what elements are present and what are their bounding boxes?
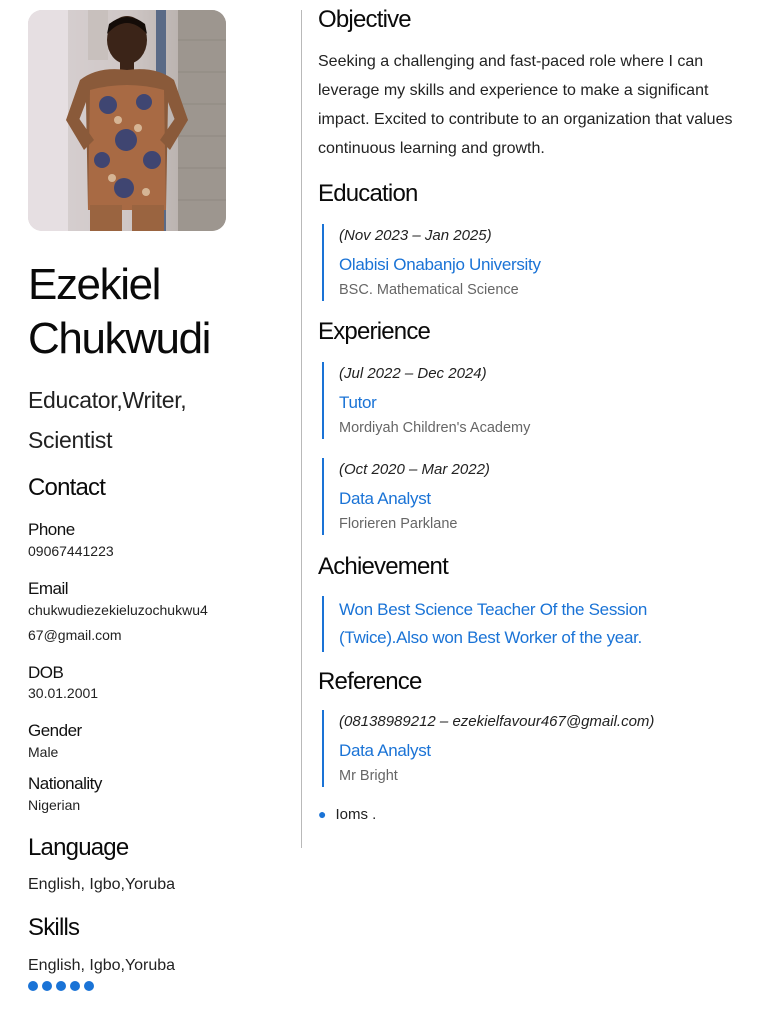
- gender-value: Male: [28, 744, 59, 760]
- skill-level-dot: [70, 981, 80, 991]
- title-line-1: Educator,Writer,: [28, 387, 187, 413]
- experience-heading: Experience: [318, 318, 431, 345]
- reference-bullet-item: [318, 806, 376, 823]
- objective-text: Seeking a challenging and fast-paced role where I can leverage my skills and experience to make a significant impact. Excited to contribute to an organization that values continuous learning and growth.: [318, 53, 733, 157]
- skills-heading: Skills: [28, 914, 80, 941]
- reference-name: Mr Bright: [339, 768, 398, 784]
- language-value: English, Igbo,Yoruba: [28, 876, 176, 893]
- experience-date: (Jul 2022 – Dec 2024): [339, 365, 487, 382]
- education-heading: Education: [318, 180, 418, 207]
- person-photo-image: [28, 10, 226, 231]
- bullet-dot-icon: ●: [318, 806, 327, 822]
- experience-entry: [322, 362, 530, 439]
- experience-entry: [322, 458, 490, 535]
- title-line-2: Scientist: [28, 427, 113, 453]
- skill-level-dot: [42, 981, 52, 991]
- experience-company: Mordiyah Children's Academy: [339, 420, 531, 436]
- achievement-line-1: Won Best Science Teacher Of the Session: [339, 600, 648, 619]
- bullet-text: Ioms .: [335, 806, 377, 823]
- nationality-label: Nationality: [28, 774, 102, 793]
- experience-role: Tutor: [339, 393, 377, 412]
- profile-photo: [28, 10, 226, 231]
- reference-entry: [322, 710, 654, 787]
- education-degree: BSC. Mathematical Science: [339, 282, 519, 298]
- skill-level-dot: [56, 981, 66, 991]
- reference-contact: (08138989212 – ezekielfavour467@gmail.com): [339, 713, 655, 730]
- email-line-2: 67@gmail.com: [28, 627, 122, 643]
- achievement-heading: Achievement: [318, 553, 448, 580]
- dob-label: DOB: [28, 663, 64, 682]
- email-value: [28, 598, 248, 648]
- skill-level-dot: [84, 981, 94, 991]
- column-divider: [301, 10, 302, 848]
- name-line-2: Chukwudi: [28, 314, 211, 363]
- email-line-1: chukwudiezekieluzochukwu4: [28, 602, 208, 618]
- phone-label: Phone: [28, 520, 75, 539]
- person-name: [28, 258, 278, 366]
- nationality-value: Nigerian: [28, 797, 81, 813]
- objective-heading: Objective: [318, 6, 411, 33]
- experience-role: Data Analyst: [339, 489, 431, 508]
- reference-heading: Reference: [318, 668, 422, 695]
- skills-value: English, Igbo,Yoruba: [28, 957, 176, 974]
- language-heading: Language: [28, 834, 129, 861]
- name-line-1: Ezekiel: [28, 260, 161, 309]
- skill-level-dots: [28, 981, 94, 991]
- person-title: [28, 380, 278, 460]
- experience-date: (Oct 2020 – Mar 2022): [339, 461, 490, 478]
- skill-level-dot: [28, 981, 38, 991]
- experience-company: Florieren Parklane: [339, 516, 458, 532]
- phone-value: 09067441223: [28, 543, 114, 559]
- contact-heading: Contact: [28, 474, 106, 501]
- email-label: Email: [28, 579, 69, 598]
- reference-role: Data Analyst: [339, 741, 431, 760]
- education-entry: [322, 224, 541, 301]
- achievement-entry: [322, 596, 689, 652]
- gender-label: Gender: [28, 721, 82, 740]
- education-date: (Nov 2023 – Jan 2025): [339, 227, 492, 244]
- achievement-line-2: (Twice).Also won Best Worker of the year.: [339, 628, 642, 647]
- dob-value: 30.01.2001: [28, 685, 99, 701]
- education-school: Olabisi Onabanjo University: [339, 255, 541, 274]
